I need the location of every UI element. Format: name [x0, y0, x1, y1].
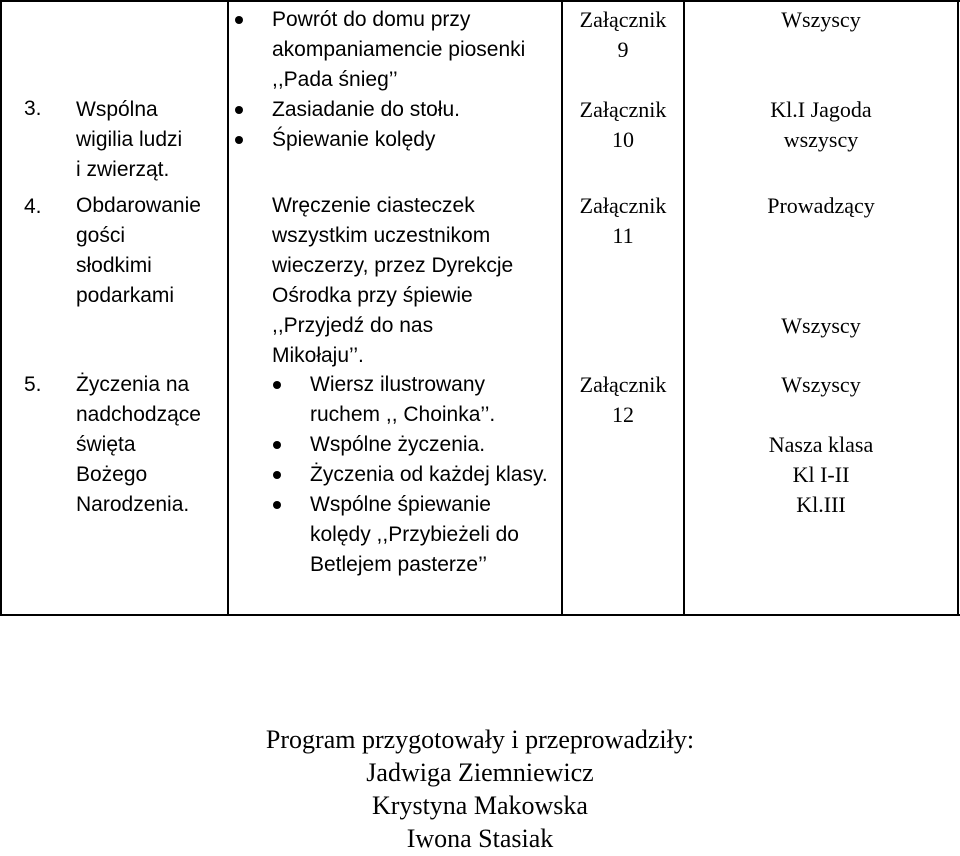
credits-heading: Program przygotowały i przeprowadziły: — [265, 725, 695, 754]
attachment-cell: Załącznik 12 — [579, 372, 667, 427]
topic-cell: Obdarowanie gości słodkimi podarkami — [76, 194, 201, 307]
attachment-cell: Załącznik 11 — [579, 193, 667, 248]
activity-item: Powrót do domu przy akompaniamencie piosenki ,,Pada śnieg’’ — [232, 5, 552, 95]
table-column-divider — [227, 0, 229, 616]
credits-name: Krystyna Makowska — [372, 791, 588, 820]
activity-item: Wiersz ilustrowany ruchem ,, Choinka’’. — [270, 370, 555, 430]
credits-name: Iwona Stasiak — [406, 824, 554, 853]
attachment-cell: Załącznik 10 — [579, 97, 667, 152]
topic-cell: Wspólna wigilia ludzi i zwierząt. — [76, 98, 183, 181]
bullet-icon — [273, 441, 281, 449]
table-border-bottom — [0, 614, 960, 616]
activity-item: Wspólne życzenia. — [270, 430, 555, 460]
program-credits — [0, 723, 960, 855]
table-column-divider — [561, 0, 563, 616]
activity-cell — [270, 370, 555, 580]
bullet-icon — [235, 16, 243, 24]
table-border-right — [957, 0, 959, 616]
responsible-cell: Prowadzący Wszyscy — [767, 193, 875, 338]
bullet-icon — [235, 136, 243, 144]
activity-item: Zasiadanie do stołu. — [232, 95, 552, 125]
activity-cell — [232, 5, 552, 95]
attachment-cell: Załącznik 9 — [579, 7, 667, 62]
table-border-left — [0, 0, 2, 616]
topic-cell: Życzenia na nadchodzące święta Bożego Narodzenia. — [76, 373, 201, 516]
credits-name: Jadwiga Ziemniewicz — [366, 758, 594, 787]
table-border-top — [0, 0, 960, 2]
bullet-icon — [273, 471, 281, 479]
bullet-icon — [273, 381, 281, 389]
bullet-icon — [235, 106, 243, 114]
activity-item: Wspólne śpiewanie kolędy ,,Przybieżeli do Betlejem pasterze’’ — [270, 490, 555, 580]
activity-cell — [232, 95, 552, 155]
activity-item: Życzenia od każdej klasy. — [270, 460, 555, 490]
bullet-icon — [273, 501, 281, 509]
row-number: 4. — [24, 195, 42, 218]
row-number: 5. — [24, 373, 42, 396]
responsible-cell: Wszyscy — [781, 7, 861, 32]
activity-item: Śpiewanie kolędy — [232, 125, 552, 155]
responsible-cell: Kl.I Jagoda wszyscy — [770, 97, 872, 152]
activity-cell: Wręczenie ciasteczek wszystkim uczestnikom wieczerzy, przez Dyrekcje Ośrodka przy śpiewie ,,Przyjedź do nas Mikołaju’’. — [272, 194, 514, 367]
row-number: 3. — [24, 97, 42, 120]
responsible-cell: Wszyscy Nasza klasa Kl I-II Kl.III — [768, 372, 874, 517]
